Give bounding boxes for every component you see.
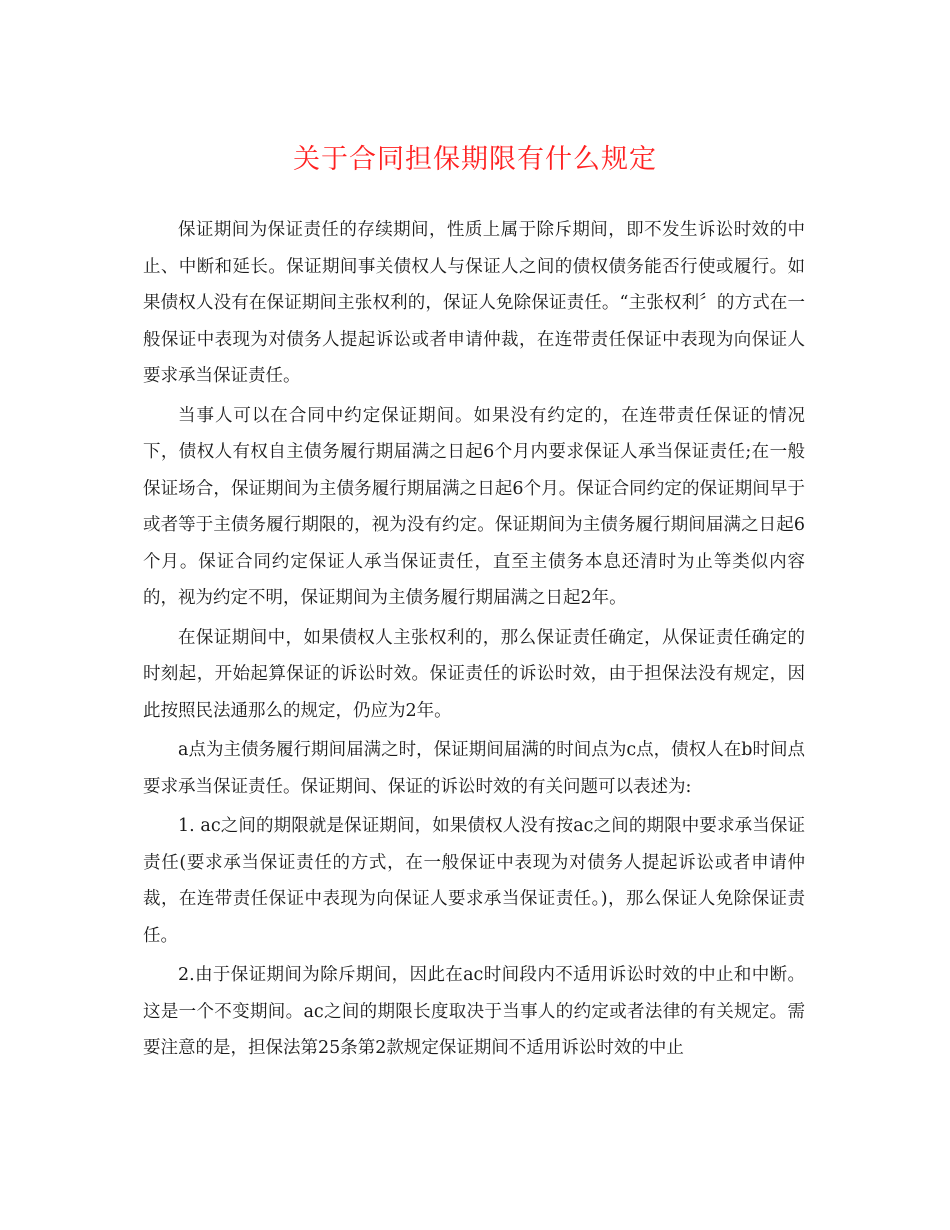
document-title: 关于合同担保期限有什么规定 bbox=[293, 144, 657, 175]
paragraph-point-2: 2.由于保证期间为除斥期间，因此在ac时间段内不适用诉讼时效的中止和中断。这是一个不变期间。ac之间的期限长度取决于当事人的约定或者法律的有关规定。需要注意的是，担保法第25条第2款规定保证期间不适用诉讼时效的中止 bbox=[143, 965, 805, 1058]
paragraph-agreed-guarantee-period: 当事人可以在合同中约定保证期间。如果没有约定的，在连带责任保证的情况下，债权人有权自主债务履行期届满之日起6个月内要求保证人承当保证责任;在一般保证场合，保证期间为主债务履行期届满之日起6个月。保证合同约定的保证期间早于或者等于主债务履行期限的，视为没有约定。保证期间为主债务履行期间届满之日起6个月。保证合同约定保证人承当保证责任，直至主债务本息还清时为止等类似内容的，视为约定不明，保证期间为主债务履行期届满之日起2年。 bbox=[143, 405, 805, 608]
document-body bbox=[143, 212, 805, 1070]
paragraph-guarantee-period-definition: 保证期间为保证责任的存续期间，性质上属于除斥期间，即不发生诉讼时效的中止、中断和延长。保证期间事关债权人与保证人之间的债权债务能否行使或履行。如果债权人没有在保证期间主张权利的，保证人免除保证责任。“主张权利〞的方式在一般保证中表现为对债务人提起诉讼或者申请仲裁，在连带责任保证中表现为向保证人要求承当保证责任。 bbox=[143, 220, 805, 386]
paragraph-limitation-period: 在保证期间中，如果债权人主张权利的，那么保证责任确定，从保证责任确定的时刻起，开始起算保证的诉讼时效。保证责任的诉讼时效，由于担保法没有规定，因此按照民法通那么的规定，仍应为2年。 bbox=[143, 627, 805, 721]
paragraph-time-points: a点为主债务履行期间届满之时，保证期间届满的时间点为c点，债权人在b时间点要求承当保证责任。保证期间、保证的诉讼时效的有关问题可以表述为: bbox=[143, 740, 805, 797]
paragraph-point-1: 1. ac之间的期限就是保证期间，如果债权人没有按ac之间的期限中要求承当保证责任(要求承当保证责任的方式，在一般保证中表现为对债务人提起诉讼或者申请仲裁，在连带责任保证中表现为向保证人要求承当保证责任。)，那么保证人免除保证责任。 bbox=[143, 816, 805, 946]
